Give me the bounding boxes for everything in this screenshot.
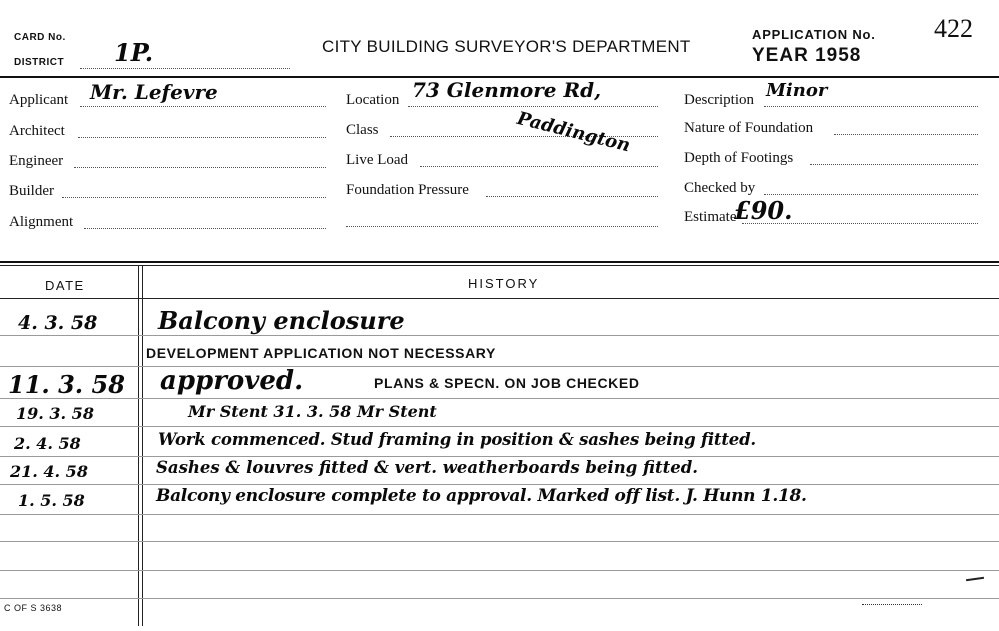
applicant-value: Mr. Lefevre [90,80,218,104]
rule-line [0,598,999,599]
location-value: 73 Glenmore Rd, [412,78,602,102]
row-date: 2. 4. 58 [14,434,81,453]
depth-footings-label: Depth of Footings [684,150,794,166]
rule-line [0,570,999,571]
row-date: 19. 3. 58 [16,404,94,423]
live-load-dots [420,166,658,167]
district-line [80,68,290,69]
builder-label: Builder [9,183,54,199]
location-dots [408,106,658,107]
applicant-label: Applicant [9,92,69,108]
live-load-label: Live Load [346,152,409,168]
table-top-border [0,261,999,263]
row-history: approved. [160,366,304,396]
pen-mark [966,577,984,581]
district-label: DISTRICT [14,57,65,68]
card-no-label: CARD No. [14,32,66,43]
description-value: Minor [766,80,828,101]
history-header: HISTORY [468,276,540,291]
builder-dots [62,197,326,198]
row-date: 11. 3. 58 [8,370,125,399]
rule-line [0,541,999,542]
checked-by-label: Checked by [684,180,756,196]
alignment-dots [84,228,326,229]
district-value: 1P. [114,38,154,67]
rule-line [0,456,999,457]
architect-label: Architect [9,123,65,139]
table-top-border-inner [0,265,999,266]
checked-by-dots [764,194,978,195]
depth-footings-dots [810,164,978,165]
estimate-value: £90. [734,196,793,225]
row-history: Balcony enclosure [158,306,405,335]
estimate-label: Estimate [684,209,737,225]
header-row-line [0,298,999,299]
date-column-divider-inner [142,266,143,626]
architect-dots [78,137,326,138]
class-label: Class [346,122,379,138]
location-label: Location [346,92,400,108]
date-header: DATE [45,278,85,293]
nature-foundation-label: Nature of Foundation [684,120,814,136]
rule-line [0,398,999,399]
nature-foundation-dots [834,134,978,135]
row-date: 1. 5. 58 [18,491,85,510]
rule-line [0,484,999,485]
row-history: Sashes & louvres fitted & vert. weatherboards being fitted. [156,458,698,477]
row-history: Work commenced. Stud framing in position & sashes being fitted. [158,430,756,449]
foundation-pressure-label: Foundation Pressure [346,182,469,198]
engineer-dots [74,167,326,168]
date-column-divider [138,266,139,626]
application-no-value: 422 [934,14,973,43]
development-stamp: DEVELOPMENT APPLICATION NOT NECESSARY [146,345,496,361]
pen-mark [862,604,922,605]
year-label: YEAR 1958 [752,45,862,66]
form-code: C OF S 3638 [4,603,63,613]
location-value-suburb: Paddington [514,108,633,157]
plans-checked-stamp: PLANS & SPECN. ON JOB CHECKED [374,375,640,391]
department-title: CITY BUILDING SURVEYOR'S DEPARTMENT [322,37,691,56]
application-no-label: APPLICATION No. [752,27,876,42]
rule-line [0,366,999,367]
foundation-pressure-dots [486,196,658,197]
rule-line [0,335,999,336]
engineer-label: Engineer [9,153,64,169]
row-history: Balcony enclosure complete to approval. Marked off list. J. Hunn 1.18. [156,486,807,506]
blank-dots-col2 [346,226,658,227]
description-label: Description [684,92,754,108]
row-date: 4. 3. 58 [18,312,98,334]
row-history: Mr Stent 31. 3. 58 Mr Stent [188,402,437,421]
rule-line [0,514,999,515]
alignment-label: Alignment [9,214,74,230]
description-dots [764,106,978,107]
rule-line [0,426,999,427]
applicant-dots [80,106,326,107]
row-date: 21. 4. 58 [10,462,88,481]
